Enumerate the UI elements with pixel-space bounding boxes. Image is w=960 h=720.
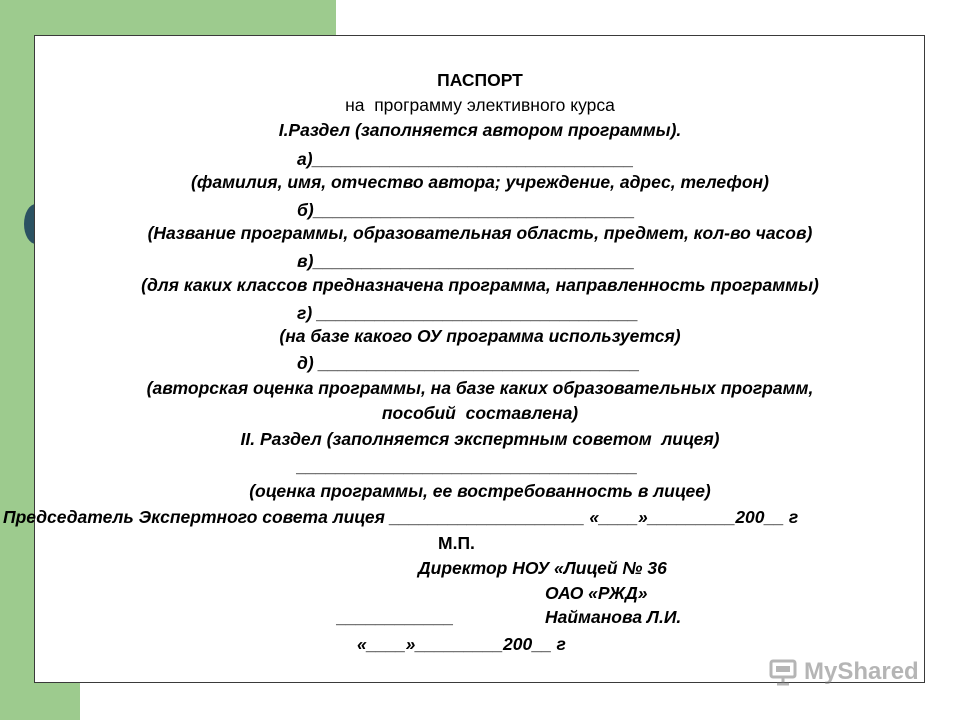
field-v-line: в)_________________________________ bbox=[297, 251, 635, 271]
organization-line: ОАО «РЖД» bbox=[545, 583, 648, 603]
field-d-line: д) _________________________________ bbox=[297, 353, 640, 373]
evaluation-hint: (оценка программы, ее востребованность в лицее) bbox=[249, 481, 711, 501]
watermark-text: MyShared bbox=[804, 658, 919, 685]
field-d-hint-2: пособий составлена) bbox=[381, 403, 579, 423]
field-a-hint: (фамилия, имя, отчество автора; учреждение, адрес, телефон) bbox=[191, 172, 769, 192]
field-v-hint: (для каких классов предназначена программа, направленность программы) bbox=[141, 275, 819, 295]
director-name: Найманова Л.И. bbox=[545, 607, 682, 627]
section1-heading: I.Раздел (заполняется автором программы). bbox=[278, 120, 682, 140]
watermark bbox=[768, 657, 928, 687]
field-b-line: б)_________________________________ bbox=[297, 200, 635, 220]
field-b-hint: (Название программы, образовательная область, предмет, кол-во часов) bbox=[147, 223, 813, 243]
date-line: «____»_________200__ г bbox=[357, 634, 566, 654]
field-a-line: а)_________________________________ bbox=[297, 149, 634, 169]
field-g-hint: (на базе какого ОУ программа используется) bbox=[279, 326, 681, 346]
presentation-board-icon bbox=[768, 657, 798, 687]
chairman-signature-line: Председатель Экспертного совета лицея ____________________ «____»_________200__ г bbox=[3, 507, 799, 527]
director-signature-blank: ____________ bbox=[337, 607, 454, 627]
director-line: Директор НОУ «Лицей № 36 bbox=[418, 558, 667, 578]
evaluation-blank-line: ___________________________________ bbox=[297, 456, 638, 476]
section2-heading: II. Раздел (заполняется экспертным советом лицея) bbox=[240, 429, 720, 449]
document-title: ПАСПОРТ bbox=[437, 70, 523, 90]
seal-label: М.П. bbox=[438, 533, 475, 553]
field-d-hint-1: (авторская оценка программы, на базе каких образовательных программ, bbox=[146, 378, 814, 398]
field-g-line: г) _________________________________ bbox=[297, 303, 639, 323]
document-subtitle: на программу элективного курса bbox=[345, 95, 615, 115]
